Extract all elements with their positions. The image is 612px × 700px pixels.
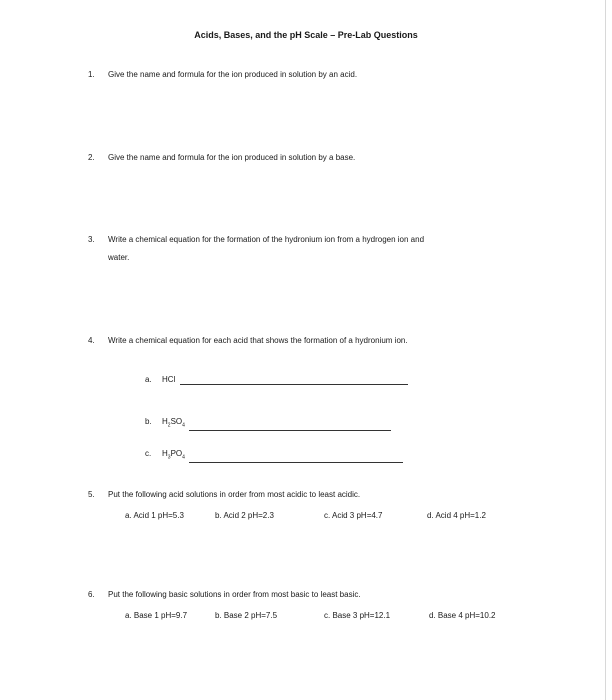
- question-number: 6.: [88, 590, 95, 599]
- base-option: a. Base 1 pH=9.7: [125, 611, 188, 620]
- question-4: [88, 333, 408, 349]
- question-text: Write a chemical equation for each acid that shows the formation of a hydronium ion.: [108, 336, 408, 345]
- item-letter: b.: [145, 417, 152, 426]
- question-text: Put the following basic solutions in order from most basic to least basic.: [108, 590, 361, 599]
- acid-option: d. Acid 4 pH=1.2: [427, 511, 486, 520]
- base-option: b. Base 2 pH=7.5: [215, 611, 278, 620]
- answer-line[interactable]: [189, 454, 403, 463]
- q4-item-c: [145, 449, 403, 463]
- question-number: 5.: [88, 490, 95, 499]
- question-number: 3.: [88, 235, 95, 244]
- item-formula: $H_2SO_4$: [162, 417, 185, 429]
- item-letter: c.: [145, 449, 152, 458]
- item-formula: $H_3PO_4$: [162, 449, 185, 461]
- question-6: [88, 587, 361, 603]
- answer-line[interactable]: [180, 376, 408, 385]
- base-option: c. Base 3 pH=12.1: [324, 611, 391, 620]
- acid-option: a. Acid 1 pH=5.3: [125, 511, 184, 520]
- question-number: 1.: [88, 70, 95, 79]
- question-text: Give the name and formula for the ion produced in solution by an acid.: [108, 70, 358, 79]
- page-edge: [605, 0, 606, 700]
- question-number: 4.: [88, 336, 95, 345]
- answer-line[interactable]: [189, 422, 391, 431]
- base-option: d. Base 4 pH=10.2: [429, 611, 496, 620]
- item-letter: a.: [145, 375, 152, 384]
- question-text: Give the name and formula for the ion produced in solution by a base.: [108, 153, 356, 162]
- acid-option: b. Acid 2 pH=2.3: [215, 511, 274, 520]
- q4-item-a: [145, 375, 408, 385]
- question-5: [88, 487, 360, 503]
- question-number: 2.: [88, 153, 95, 162]
- question-3: [88, 232, 424, 266]
- acid-option: c. Acid 3 pH=4.7: [324, 511, 383, 520]
- question-2: [88, 150, 355, 166]
- question-text: Write a chemical equation for the formation of the hydronium ion from a hydrogen ion and: [108, 235, 425, 244]
- question-1: [88, 67, 357, 83]
- page-title: Acids, Bases, and the pH Scale – Pre-Lab Questions: [194, 30, 418, 40]
- question-text: Put the following acid solutions in order from most acidic to least acidic.: [108, 490, 361, 499]
- question-text-continued: water.: [108, 253, 130, 262]
- item-formula: HCl: [162, 375, 176, 384]
- q4-item-b: [145, 417, 391, 431]
